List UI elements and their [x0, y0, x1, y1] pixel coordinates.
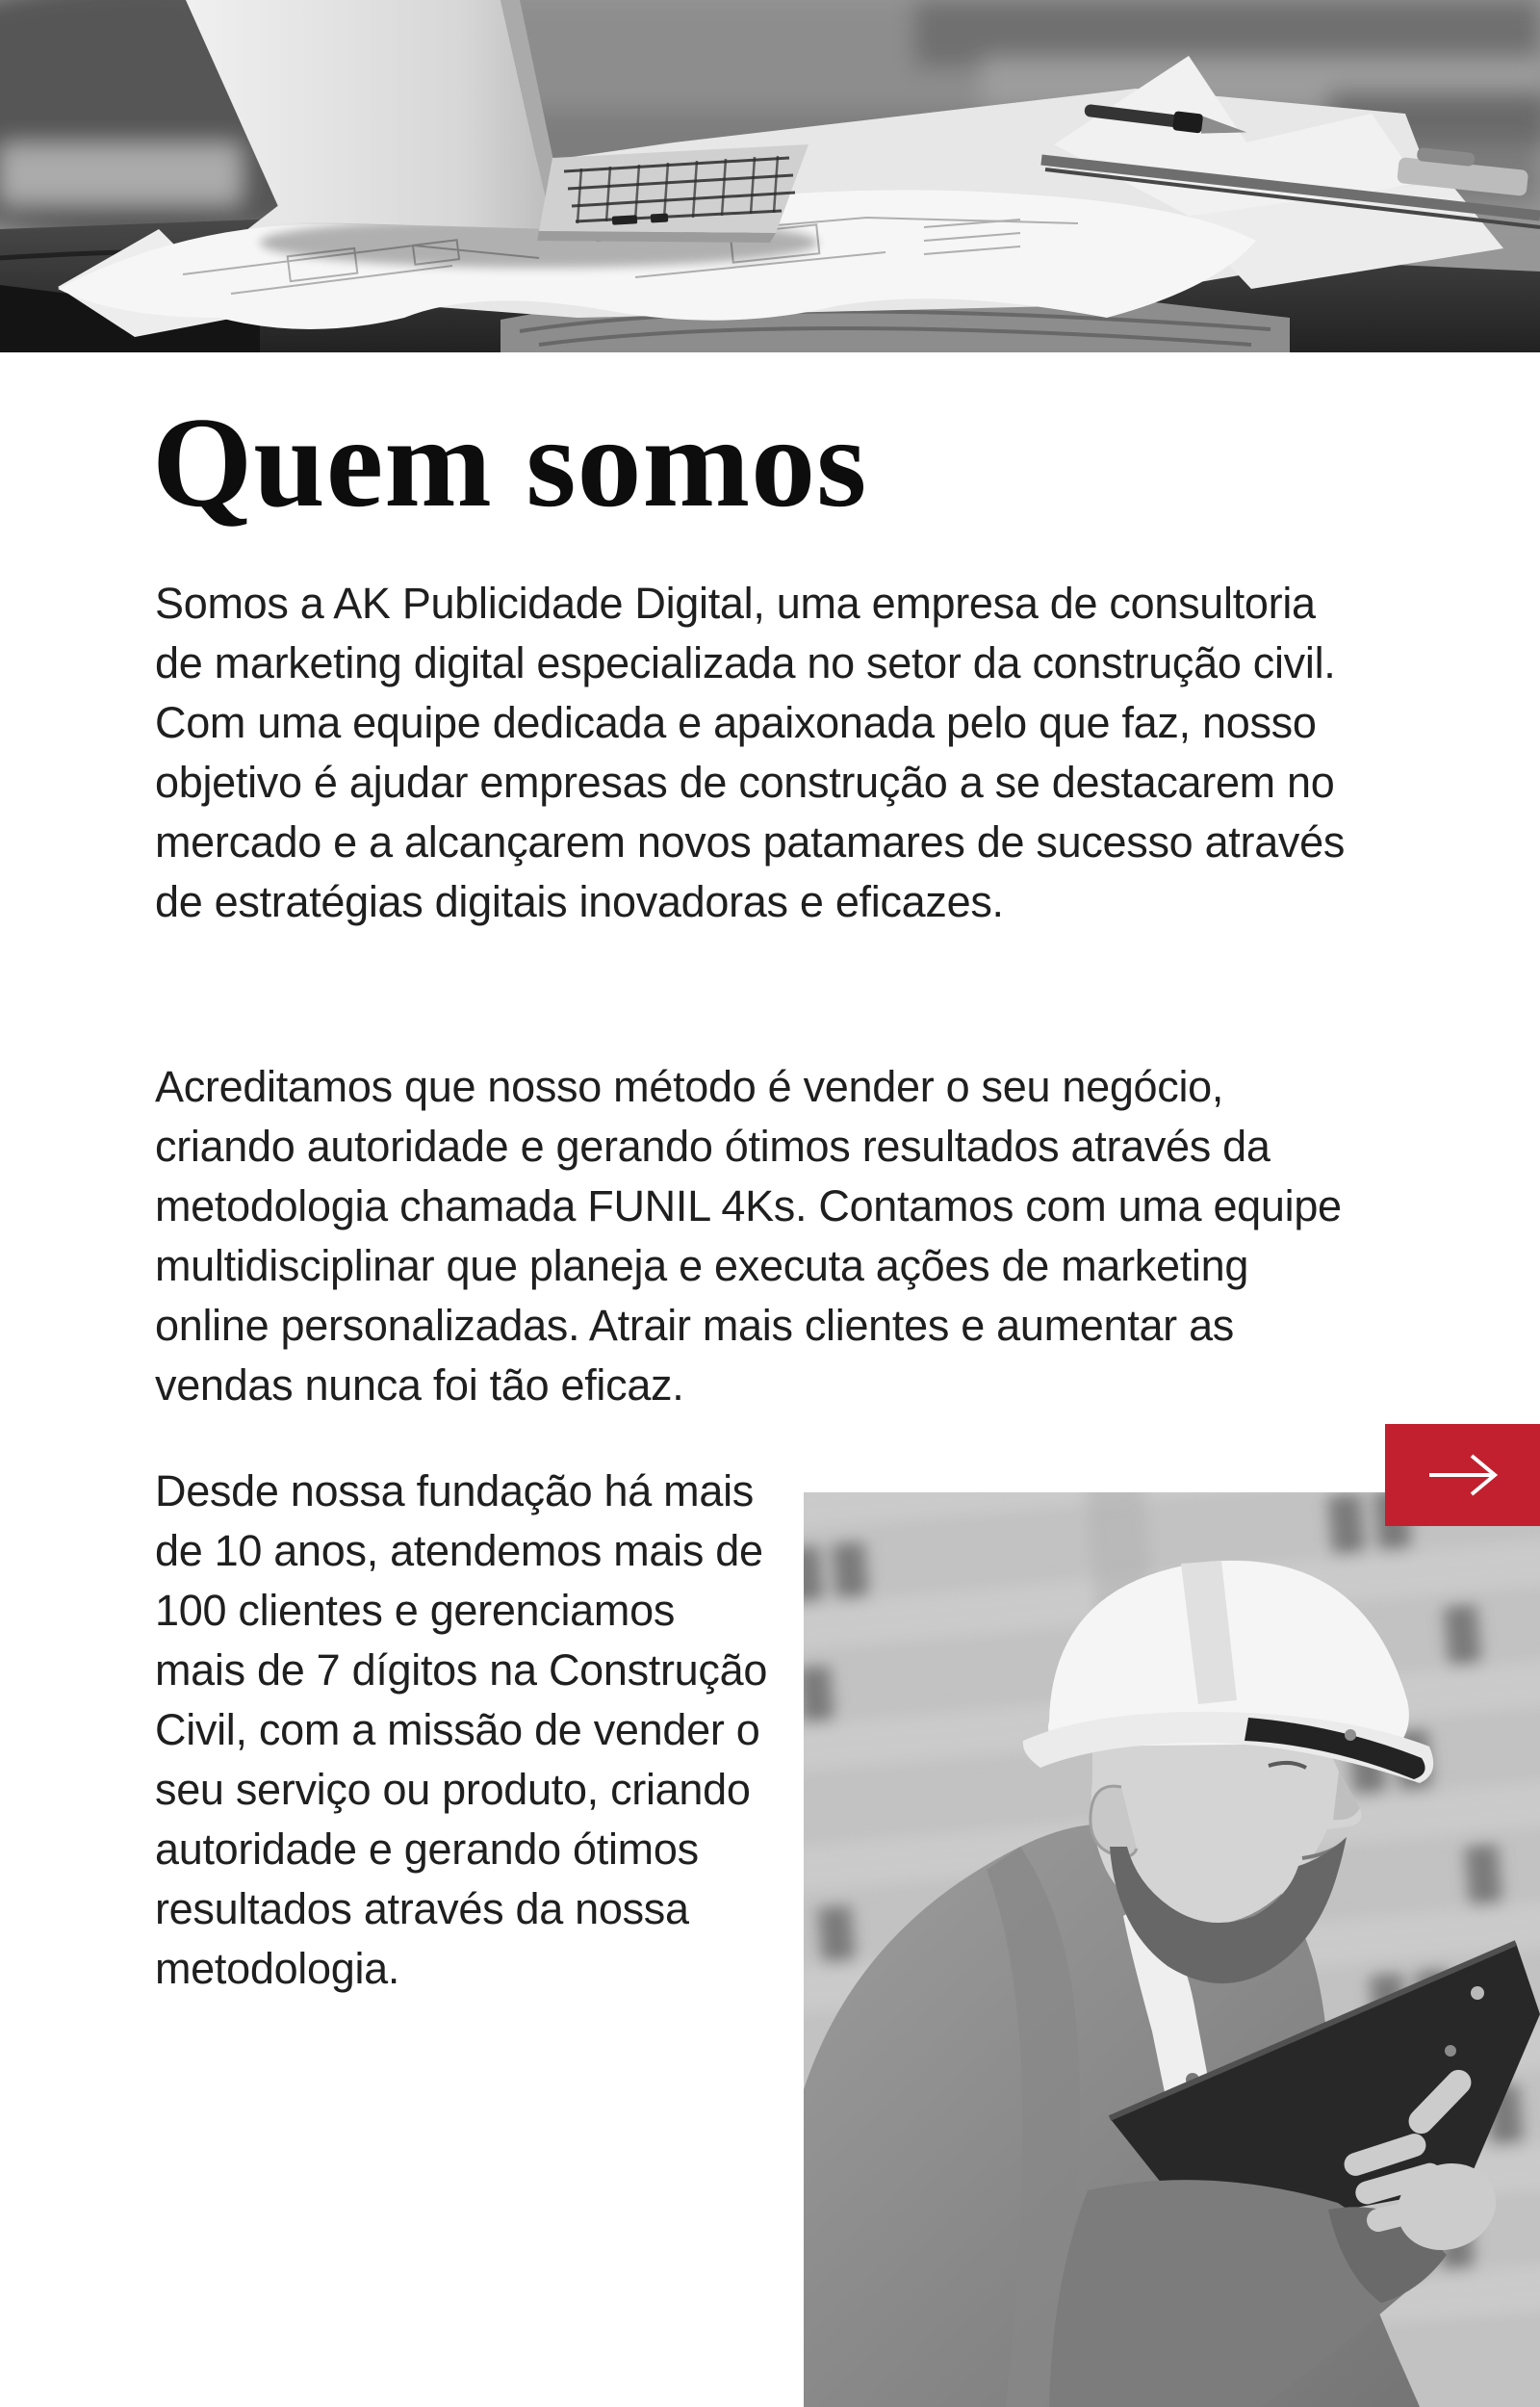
engineer-photo — [804, 1492, 1540, 2407]
about-paragraph-2: Acreditamos que nosso método é vender o seu negócio, criando autoridade e gerando ótimos resultados através da metodologia chamada FUNIL 4Ks. Contamos com uma equipe multidisciplinar que planeja e executa ações de marketing online personalizadas. Atrair mais clientes e aumentar as vendas nunca foi tão eficaz. — [155, 1062, 1342, 1410]
about-paragraph-3: Desde nossa fundação há mais de 10 anos, atendemos mais de 100 clientes e gerenciamos mais de 7 dígitos na Construção Civil, com a missão de vender o seu serviço ou produto, criando autoridade e gerando ótimos resultados através da nossa metodologia. — [155, 1466, 768, 1993]
hero-image — [0, 0, 1540, 352]
about-paragraph-1: Somos a AK Publicidade Digital, uma empresa de consultoria de marketing digital especializada no setor da construção civil. Com uma equipe dedicada e apaixonada pelo que faz, nosso objetivo é ajudar empresas de construção a se destacarem no mercado e a alcançarem novos patamares de sucesso através de estratégias digitais inovadoras e eficazes. — [155, 579, 1346, 926]
arrow-right-icon — [1425, 1451, 1501, 1499]
page-title: Quem somos — [152, 391, 868, 533]
next-arrow-button[interactable] — [1385, 1424, 1540, 1526]
